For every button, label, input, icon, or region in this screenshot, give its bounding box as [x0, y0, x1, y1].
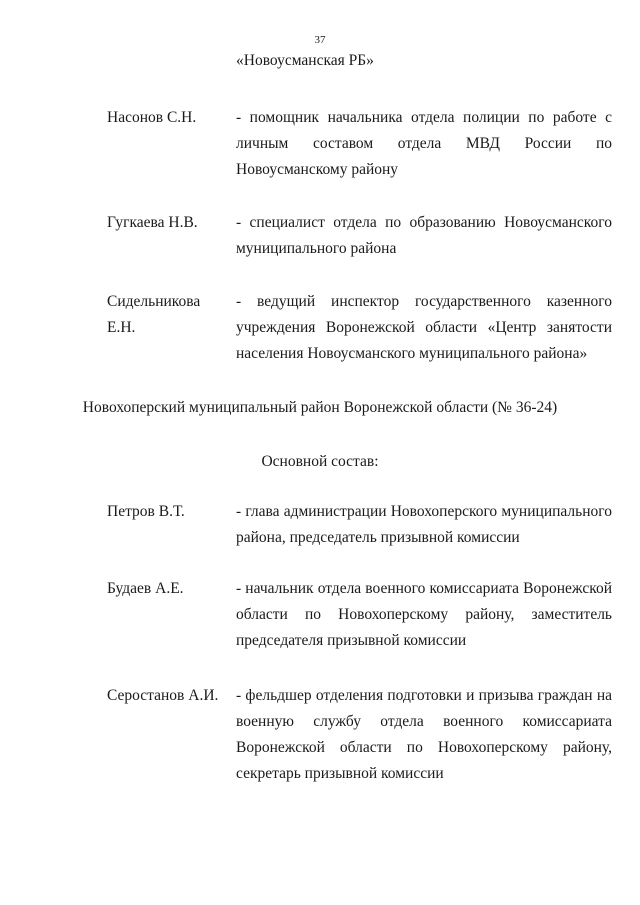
- role-line: личным составом отдела МВД России по: [236, 135, 612, 152]
- member-name: Будаев А.Е.: [107, 580, 184, 597]
- role-line: области по Новохоперскому району, заместитель: [236, 606, 612, 623]
- member-name: [107, 289, 227, 341]
- member-role: [236, 499, 612, 551]
- role-line: председателя призывной комиссии: [236, 632, 467, 649]
- member-name: Гугкаева Н.В.: [107, 214, 198, 231]
- member-name-line: Е.Н.: [107, 319, 136, 336]
- member-name: Петров В.Т.: [107, 503, 185, 520]
- role-line: района, председатель призывной комиссии: [236, 529, 520, 546]
- member-name: Серостанов А.И.: [107, 687, 219, 704]
- member-role: [236, 683, 612, 787]
- role-line: - глава администрации Новохоперского муниципального: [236, 503, 612, 520]
- role-line: Новоусманскому району: [236, 161, 399, 178]
- role-line: - фельдшер отделения подготовки и призыва граждан на: [236, 687, 612, 704]
- role-line: населения Новоусманского муниципального района»: [236, 345, 588, 362]
- member-name-line: Сидельникова: [107, 293, 201, 310]
- member-role: [236, 105, 612, 183]
- role-line: - ведущий инспектор государственного казенного: [236, 293, 612, 310]
- role-line: - помощник начальника отдела полиции по работе с: [236, 109, 612, 126]
- role-line: Воронежской области по Новохоперскому району,: [236, 739, 612, 756]
- member-role: [236, 289, 612, 367]
- member-role: [236, 210, 612, 262]
- role-line: - начальник отдела военного комиссариата Воронежской: [236, 580, 612, 597]
- role-line: учреждения Воронежской области «Центр занятости: [236, 319, 612, 336]
- role-line: - специалист отдела по образованию Новоусманского: [236, 214, 612, 231]
- role-line: военную службу отдела военного комиссариата: [236, 713, 612, 730]
- member-role: [236, 576, 612, 654]
- role-line: муниципального района: [236, 240, 397, 257]
- district-title: Новохоперский муниципальный район Воронежской области (№ 36-24): [82, 399, 558, 416]
- composition-title: Основной состав:: [261, 453, 379, 470]
- role-line: секретарь призывной комиссии: [236, 765, 444, 782]
- header-continuation: «Новоусманская РБ»: [236, 52, 374, 69]
- member-name: Насонов С.Н.: [107, 109, 197, 126]
- page-number: 37: [314, 34, 326, 46]
